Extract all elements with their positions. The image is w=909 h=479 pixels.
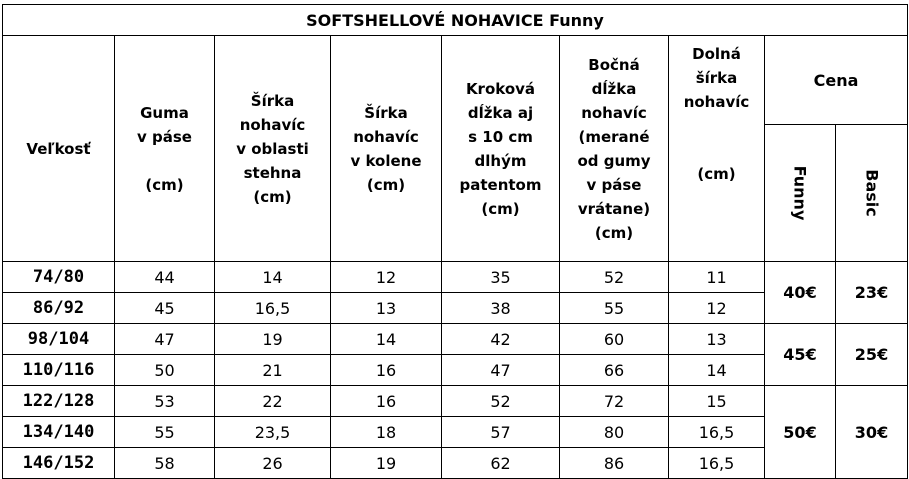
header-waist-line: Guma [140,103,189,122]
header-side-line: vrátane) [577,199,651,218]
inseam-cell: 35 [442,262,560,293]
header-knee-line: Šírka [364,103,408,122]
size-cell: 122/128 [3,386,115,417]
waist-cell: 44 [115,262,215,293]
header-price-funny-label: Funny [790,165,810,221]
knee-cell: 13 [331,293,442,324]
hem-cell: 15 [669,386,765,417]
thigh-cell: 26 [215,448,331,479]
header-hem [669,36,765,262]
header-side-line: v páse [586,175,642,194]
knee-cell: 18 [331,417,442,448]
header-inseam-line: patentom [459,175,542,194]
header-side-line: od gumy [577,151,651,170]
thigh-cell: 14 [215,262,331,293]
price-basic-cell: 30€ [836,386,908,479]
side-cell: 52 [560,262,669,293]
header-knee [331,36,442,262]
inseam-cell: 57 [442,417,560,448]
hem-cell: 11 [669,262,765,293]
size-cell: 146/152 [3,448,115,479]
hem-cell: 13 [669,324,765,355]
side-cell: 60 [560,324,669,355]
header-side-line: (merané [578,127,650,146]
table-row [3,386,908,417]
header-thigh-line: stehna [243,163,302,182]
side-cell: 80 [560,417,669,448]
size-cell: 110/116 [3,355,115,386]
size-cell: 74/80 [3,262,115,293]
side-cell: 86 [560,448,669,479]
side-cell: 72 [560,386,669,417]
inseam-cell: 47 [442,355,560,386]
header-waist-line: v páse [137,127,192,146]
header-side-line: nohavíc [581,103,647,122]
header-knee-line: nohavíc [353,127,419,146]
knee-cell: 12 [331,262,442,293]
thigh-cell: 19 [215,324,331,355]
header-inseam-line: dlhým [474,151,527,170]
header-hem-line: nohavíc [683,93,750,111]
thigh-cell: 21 [215,355,331,386]
size-table [2,4,908,479]
inseam-cell: 38 [442,293,560,324]
side-cell: 66 [560,355,669,386]
size-cell: 98/104 [3,324,115,355]
inseam-cell: 62 [442,448,560,479]
header-hem-line: šírka [695,69,738,87]
knee-cell: 14 [331,324,442,355]
price-funny-cell: 50€ [765,386,836,479]
size-chart [2,4,907,477]
thigh-cell: 16,5 [215,293,331,324]
header-inseam-unit: (cm) [481,199,520,218]
header-side-unit: (cm) [594,223,634,242]
price-basic-cell: 25€ [836,324,908,386]
header-thigh-line: nohavíc [239,115,306,134]
header-knee-line: v kolene [350,151,422,170]
header-thigh-line: v oblasti [236,139,309,158]
header-waist-unit: (cm) [145,175,184,194]
header-thigh-line: Šírka [250,91,295,110]
price-funny-cell: 40€ [765,262,836,324]
thigh-cell: 22 [215,386,331,417]
inseam-cell: 42 [442,324,560,355]
knee-cell: 16 [331,355,442,386]
header-side [560,36,669,262]
header-side-line: dĺžka [591,79,637,98]
thigh-cell: 23,5 [215,417,331,448]
hem-cell: 12 [669,293,765,324]
price-basic-cell: 23€ [836,262,908,324]
waist-cell: 58 [115,448,215,479]
header-waist [115,36,215,262]
size-cell: 86/92 [3,293,115,324]
table-row [3,262,908,293]
hem-cell: 16,5 [669,417,765,448]
header-hem-line: Dolná [692,45,741,63]
waist-cell: 53 [115,386,215,417]
header-price-basic-label: Basic [862,169,881,217]
header-thigh-unit: (cm) [253,187,292,206]
header-price-basic [836,125,908,262]
header-size-label: Veľkosť [26,139,91,158]
knee-cell: 19 [331,448,442,479]
header-price: Cena [765,36,908,125]
waist-cell: 45 [115,293,215,324]
inseam-cell: 52 [442,386,560,417]
header-inseam-line: Kroková [465,79,536,98]
hem-cell: 14 [669,355,765,386]
header-hem-unit: (cm) [697,165,736,183]
table-title: SOFTSHELLOVÉ NOHAVICE Funny [3,5,908,36]
waist-cell: 55 [115,417,215,448]
header-knee-unit: (cm) [366,175,406,194]
hem-cell: 16,5 [669,448,765,479]
header-price-funny [765,125,836,262]
header-inseam-line: dĺžka aj [467,103,534,122]
header-inseam-line: s 10 cm [468,127,533,146]
side-cell: 55 [560,293,669,324]
size-cell: 134/140 [3,417,115,448]
header-side-line: Bočná [588,55,640,74]
knee-cell: 16 [331,386,442,417]
header-inseam [442,36,560,262]
header-thigh [215,36,331,262]
table-row [3,324,908,355]
price-funny-cell: 45€ [765,324,836,386]
header-size [3,36,115,262]
waist-cell: 50 [115,355,215,386]
waist-cell: 47 [115,324,215,355]
